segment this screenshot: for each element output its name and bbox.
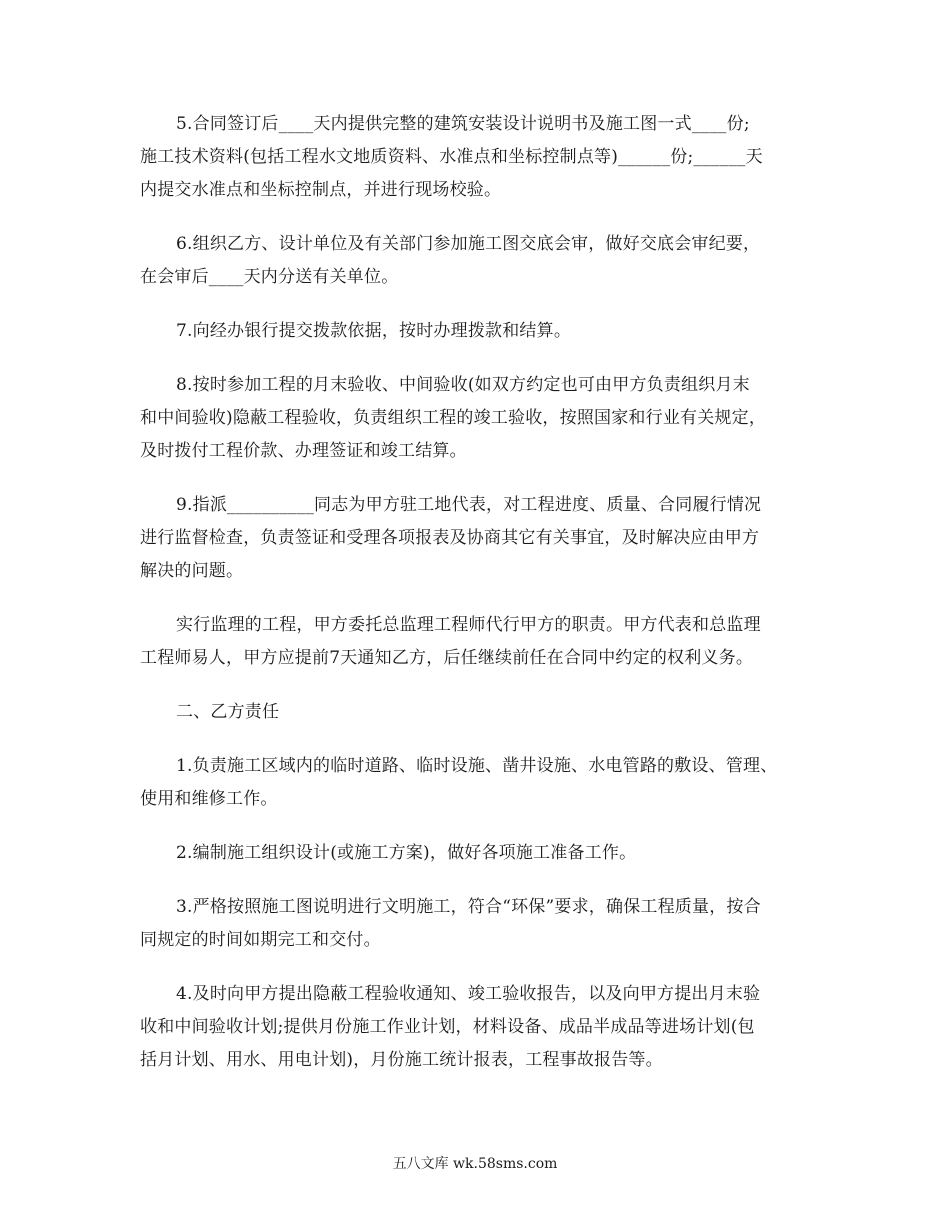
text-line: 收和中间验收计划;提供月份施工作业计划，材料设备、成品半成品等进场计划(包 [140, 1017, 755, 1037]
text-line: 实行监理的工程，甲方委托总监理工程师代行甲方的职责。甲方代表和总监理 [176, 615, 761, 635]
text-line: 及时拨付工程价款、办理签证和竣工结算。 [140, 441, 467, 461]
text-line: 进行监督检查，负责签证和受理各项报表及协商其它有关事宜，及时解决应由甲方 [140, 528, 760, 548]
text-line: 6.组织乙方、设计单位及有关部门参加施工图交底会审，做好交底会审纪要， [176, 234, 761, 254]
paragraph-item-7 [140, 315, 820, 348]
paragraph-item-b1 [140, 750, 820, 816]
section-heading [140, 696, 820, 729]
paragraph-item-8 [140, 369, 820, 468]
paragraph-item-6 [140, 228, 820, 294]
text-line: 5.合同签订后____天内提供完整的建筑安装设计说明书及施工图一式____份; [176, 114, 750, 134]
paragraph-item-b3 [140, 891, 820, 957]
document-body [140, 108, 820, 1098]
text-line: 3.严格按照施工图说明进行文明施工，符合“环保”要求，确保工程质量，按合 [176, 897, 761, 917]
page-footer: 五八文库 wk.58sms.com [392, 1156, 558, 1172]
text-line: 4.及时向甲方提出隐蔽工程验收通知、竣工验收报告，以及向甲方提出月末验 [176, 984, 761, 1004]
paragraph-item-9 [140, 489, 820, 588]
text-line: 使用和维修工作。 [140, 789, 278, 809]
text-line: 施工技术资料(包括工程水文地质资料、水准点和坐标控制点等)______份;______天 [140, 147, 763, 167]
text-line: 同规定的时间如期完工和交付。 [140, 930, 381, 950]
paragraph-item-b2 [140, 837, 820, 870]
paragraph-item-b4 [140, 978, 820, 1077]
text-line: 在会审后____天内分送有关单位。 [140, 267, 399, 287]
text-line: 和中间验收)隐蔽工程验收，负责组织工程的竣工验收，按照国家和行业有关规定， [140, 408, 767, 428]
paragraph-supervision [140, 609, 820, 675]
text-line: 括月计划、用水、用电计划)，月份施工统计报表，工程事故报告等。 [140, 1050, 663, 1070]
text-line: 工程师易人，甲方应提前7天通知乙方，后任继续前任在合同中约定的权利义务。 [140, 648, 754, 668]
text-line: 2.编制施工组织设计(或施工方案)，做好各项施工准备工作。 [176, 843, 637, 863]
text-line: 9.指派__________同志为甲方驻工地代表，对工程进度、质量、合同履行情况 [176, 495, 762, 515]
text-line: 8.按时参加工程的月末验收、中间验收(如双方约定也可由甲方负责组织月末 [176, 375, 750, 395]
text-line: 1.负责施工区域内的临时道路、临时设施、凿井设施、水电管路的敷设、管理、 [176, 756, 778, 776]
section-title: 二、乙方责任 [176, 702, 280, 722]
paragraph-item-5 [140, 108, 820, 207]
text-line: 解决的问题。 [140, 561, 244, 581]
text-line: 内提交水准点和坐标控制点，并进行现场校验。 [140, 180, 502, 200]
text-line: 7.向经办银行提交拨款依据，按时办理拨款和结算。 [176, 321, 572, 341]
